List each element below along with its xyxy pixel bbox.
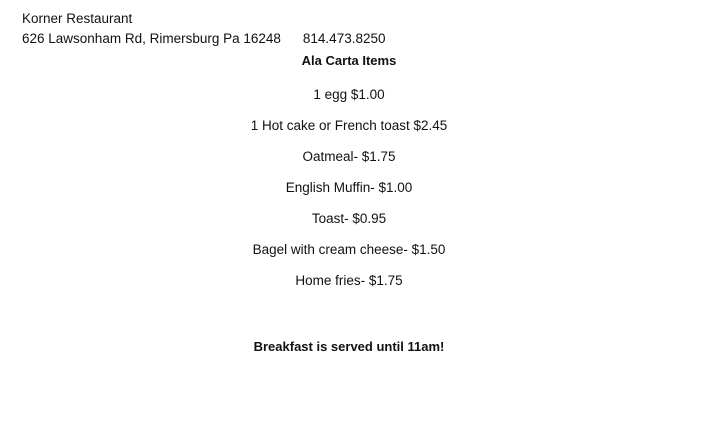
menu-item: 1 Hot cake or French toast $2.45 (250, 118, 448, 133)
restaurant-header (22, 9, 386, 49)
menu-item: Toast- $0.95 (311, 211, 387, 226)
contact-line (22, 29, 386, 49)
menu-item-list (0, 86, 698, 303)
restaurant-name: Korner Restaurant (22, 11, 133, 26)
menu-item: Home fries- $1.75 (295, 273, 403, 288)
menu-item: 1 egg $1.00 (313, 87, 385, 102)
restaurant-phone: 814.473.8250 (302, 31, 386, 46)
menu-item: Oatmeal- $1.75 (302, 149, 396, 164)
menu-item: English Muffin- $1.00 (285, 180, 413, 195)
menu-item: Bagel with cream cheese- $1.50 (252, 242, 446, 257)
breakfast-hours-note: Breakfast is served until 11am! (253, 339, 445, 354)
menu-title: Ala Carta Items (301, 53, 397, 68)
restaurant-address: 626 Lawsonham Rd, Rimersburg Pa 16248 (22, 31, 281, 46)
